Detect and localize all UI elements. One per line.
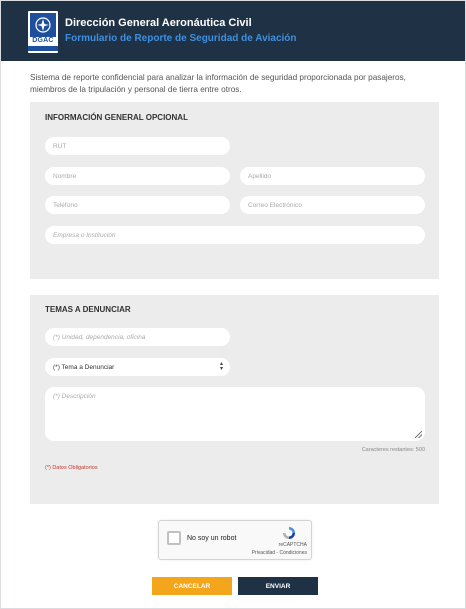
tema-select-value: (*) Tema a Denunciar [53, 363, 115, 371]
recaptcha-logo-icon [281, 526, 297, 540]
descripcion-placeholder: (*) Descripción [53, 393, 96, 400]
unidad-input[interactable]: (*) Unidad, dependencia, oficina [45, 328, 230, 346]
recaptcha-links[interactable]: Privacidad - Condiciones [251, 550, 307, 556]
nombre-input[interactable]: Nombre [45, 167, 230, 185]
general-info-title: INFORMACIÓN GENERAL OPCIONAL [45, 113, 188, 122]
recaptcha-brand: reCAPTCHA [278, 542, 307, 548]
header-title: Dirección General Aeronáutica Civil [65, 17, 252, 29]
correo-input[interactable]: Correo Electrónico [240, 196, 425, 214]
logo-underline [28, 46, 58, 51]
empresa-input[interactable]: Empresa o Institución [45, 226, 425, 244]
apellido-input[interactable]: Apellido [240, 167, 425, 185]
descripcion-textarea[interactable] [45, 387, 425, 441]
recaptcha-checkbox[interactable] [167, 531, 181, 545]
dgac-logo [28, 11, 58, 53]
topics-title: TEMAS A DENUNCIAR [45, 305, 131, 314]
topics-panel [30, 295, 439, 504]
logo-text: DGAC [32, 37, 54, 44]
header-subtitle: Formulario de Reporte de Seguridad de Aviación [65, 33, 297, 44]
recaptcha-widget [158, 520, 312, 560]
required-note: (*) Datos Obligatorios [45, 465, 98, 471]
rut-input[interactable]: RUT [45, 137, 230, 155]
general-info-panel [30, 102, 439, 279]
cancel-button[interactable]: CANCELAR [152, 577, 232, 595]
logo-emblem-icon [30, 13, 56, 37]
tema-select[interactable] [45, 358, 230, 376]
char-count: Caracteres restantes: 500 [361, 447, 425, 453]
select-arrows-icon: ▴ ▾ [219, 361, 223, 372]
resize-handle-icon[interactable] [415, 431, 422, 438]
send-button[interactable]: ENVIAR [238, 577, 318, 595]
header [1, 1, 465, 61]
telefono-input[interactable]: Teléfono [45, 196, 230, 214]
intro-text: Sistema de reporte confidencial para analizar la información de seguridad proporcionada por pasajeros, miembros de la tripulación y personal de tierra entre otros. [30, 73, 406, 94]
recaptcha-label: No soy un robot [187, 535, 237, 542]
